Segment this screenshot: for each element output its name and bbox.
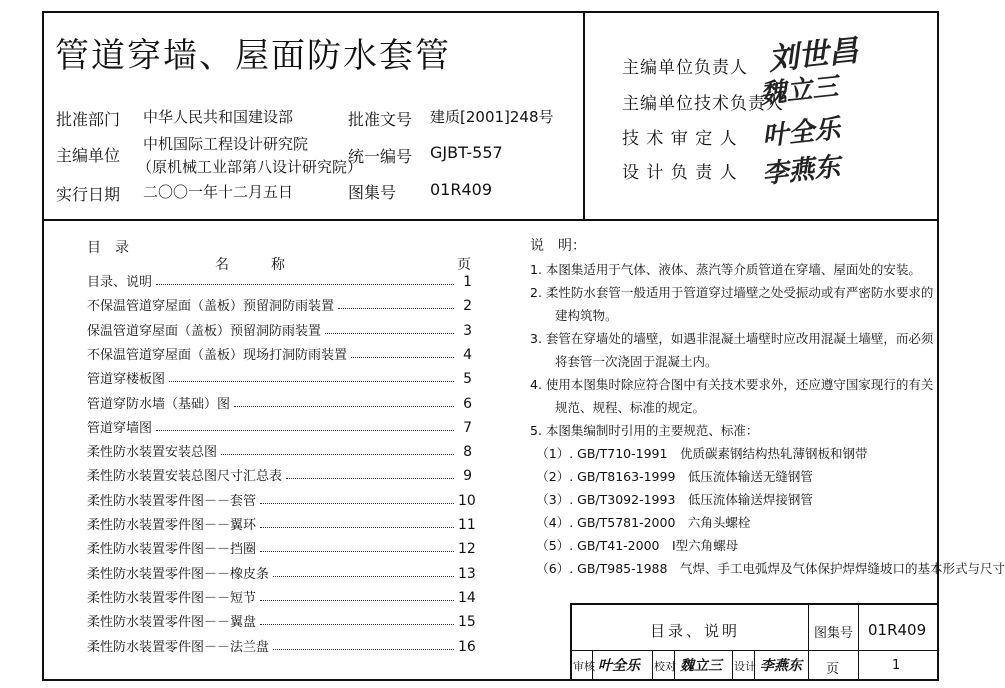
top-divider	[583, 11, 585, 221]
unified-no-label: 统一编号	[348, 147, 413, 166]
tb-review-label: 审核	[573, 660, 595, 673]
tb-sheet-title: 目录、说明	[650, 622, 741, 640]
notes	[530, 235, 1005, 580]
toc-row	[87, 485, 476, 509]
note-line: 2. 柔性防水套管一般适用于管道穿过墙壁之处受振动或有严密防水要求的	[530, 285, 934, 300]
note-line: 1. 本图集适用于气体、液体、蒸汽等介质管道在穿墙、屋面处的安装。	[530, 262, 921, 277]
toc-page: 10	[458, 492, 476, 509]
toc-row	[87, 606, 476, 631]
toc-leader	[260, 503, 454, 504]
note-line: 建构筑物。	[530, 308, 618, 323]
notes-heading: 说 明：	[530, 238, 586, 254]
toc-page: 14	[458, 589, 476, 606]
tb-atlas-label: 图集号	[814, 626, 854, 641]
toc-page: 13	[458, 565, 476, 582]
approval-dept: 中华人民共和国建设部	[143, 108, 294, 126]
toc-row	[87, 290, 472, 314]
toc-leader	[273, 576, 454, 577]
toc-row	[87, 460, 472, 484]
toc-row	[87, 412, 472, 436]
toc-title: 柔性防水装置零件图－－挡圈	[87, 542, 257, 558]
sig-label-tech-review: 技 术 审 定 人	[622, 129, 738, 149]
note-line: 规范、规程、标准的规定。	[530, 400, 706, 415]
signature-design-lead: 李燕东	[760, 151, 842, 190]
toc-title: 柔性防水装置零件图－－翼盘	[87, 615, 257, 631]
toc-row	[87, 339, 472, 363]
note-line: 将套管一次浇固于混凝土内。	[530, 354, 718, 369]
sig-label-chief-unit: 主编单位负责人	[622, 58, 748, 78]
note-line: （5）. GB/T41-2000 I型六角螺母	[530, 538, 739, 553]
toc-leader	[260, 624, 454, 625]
tb-page-no: 1	[892, 658, 901, 673]
toc-title: 柔性防水装置零件图－－法兰盘	[87, 639, 270, 655]
toc-leader	[221, 454, 454, 455]
toc-title: 柔性防水装置零件图－－翼环	[87, 518, 257, 533]
editor-unit-label: 主编单位	[56, 146, 121, 165]
tb-design-label: 设计	[734, 660, 756, 673]
tb-vline-1	[808, 603, 809, 681]
signature-chief-unit: 刘世昌	[766, 33, 860, 78]
tb-atlas-no: 01R409	[868, 621, 927, 639]
note-line: （3）. GB/T3092-1993 低压流体输送焊接钢管	[530, 492, 813, 507]
toc-row	[87, 558, 476, 582]
toc-row	[87, 631, 476, 655]
toc-page: 11	[458, 517, 476, 533]
notes-lines	[530, 258, 1005, 580]
toc-row	[87, 436, 472, 460]
toc-row	[87, 582, 476, 606]
unified-no: GJBT-557	[430, 143, 503, 162]
editor-unit-line2: （原机械工业部第八设计研究院）	[137, 158, 363, 176]
toc-leader	[273, 649, 454, 650]
toc-row	[87, 363, 472, 387]
note-line: （4）. GB/T5781-2000 六角头螺栓	[530, 515, 751, 530]
tb-top-line	[570, 603, 939, 605]
toc-leader	[351, 357, 454, 358]
signature-tech-chief: 魏立三	[758, 71, 840, 110]
note-line: （2）. GB/T8163-1999 低压流体输送无缝钢管	[530, 469, 813, 484]
tb-designer: 李燕东	[760, 658, 802, 674]
toc-row	[87, 315, 472, 339]
note-line: （6）. GB/T985-1988 气焊、手工电弧焊及气体保护焊焊缝坡口的基本形式与尺寸	[530, 561, 1005, 576]
toc-leader	[260, 600, 454, 601]
approval-dept-label: 批准部门	[56, 110, 121, 129]
toc-leader	[260, 527, 454, 528]
toc-page: 7	[463, 419, 472, 436]
toc-leader	[156, 284, 454, 285]
toc-col-name: 名 称	[215, 257, 285, 273]
toc-title: 管道穿楼板图	[87, 372, 166, 388]
toc-leader	[325, 333, 454, 334]
note-line: 4. 使用本图集时除应符合图中有关技术要求外，还应遵守国家现行的有关	[530, 377, 934, 392]
note-line: 5. 本图集编制时引用的主要规范、标准：	[530, 423, 759, 438]
atlas-no: 01R409	[430, 180, 493, 199]
toc-title: 管道穿墙图	[87, 420, 153, 436]
toc-leader	[286, 478, 454, 479]
toc-title: 目录、说明	[87, 275, 153, 290]
toc-page: 8	[463, 444, 472, 461]
toc-title: 保温管道穿屋面（盖板）预留洞防雨装置	[87, 323, 322, 339]
toc-page: 16	[458, 638, 476, 655]
atlas-title: 管道穿墙、屋面防水套管	[55, 36, 451, 76]
toc-page: 2	[463, 298, 472, 315]
tb-reviewer: 叶全乐	[598, 658, 640, 674]
atlas-no-label: 图集号	[348, 183, 397, 202]
toc-page: 1	[463, 274, 472, 290]
note-line: （1）. GB/T710-1991 优质碳素钢结构热轧薄钢板和钢带	[530, 446, 868, 461]
toc-row	[87, 388, 472, 412]
tb-check-label: 校对	[654, 660, 676, 673]
toc-title: 柔性防水装置安装总图	[87, 445, 218, 461]
sig-label-tech-chief: 主编单位技术负责人	[622, 94, 784, 114]
toc-title: 柔性防水装置安装总图尺寸汇总表	[87, 469, 283, 485]
toc-title: 柔性防水装置零件图－－橡皮条	[87, 566, 270, 582]
tb-left-line	[570, 603, 572, 681]
effective-date: 二〇〇一年十二月五日	[143, 183, 294, 201]
toc-page: 3	[463, 322, 472, 339]
toc-page: 15	[458, 614, 476, 631]
title-block	[570, 603, 939, 681]
tb-vline-6	[732, 650, 733, 681]
toc-page: 9	[463, 468, 472, 485]
toc-leader	[234, 406, 454, 407]
toc-title: 柔性防水装置零件图－－短节	[87, 590, 257, 606]
toc-col-page: 页	[457, 257, 471, 273]
note-line: 3. 套管在穿墙处的墙壁，如遇非混凝土墙壁时应改用混凝土墙壁，而必须	[530, 331, 934, 346]
toc-row	[87, 533, 476, 558]
toc-heading: 目 录	[87, 240, 129, 256]
toc-row	[87, 509, 476, 533]
toc-page: 6	[463, 395, 472, 412]
toc-page: 4	[463, 346, 472, 363]
toc-leader	[260, 551, 454, 552]
toc-title: 不保温管道穿屋面（盖板）现场打洞防雨装置	[87, 347, 348, 363]
approval-doc: 建质[2001]248号	[430, 108, 554, 126]
toc-title: 柔性防水装置零件图－－套管	[87, 493, 257, 509]
sig-label-design-lead: 设 计 负 责 人	[622, 163, 738, 183]
toc-leader	[338, 308, 454, 309]
tb-vline-4	[652, 650, 653, 681]
editor-unit-line1: 中机国际工程设计研究院	[143, 135, 309, 153]
tb-page-label: 页	[826, 662, 840, 677]
toc-row	[87, 266, 472, 290]
approval-doc-label: 批准文号	[348, 110, 413, 129]
toc-page: 12	[458, 541, 476, 558]
toc-page: 5	[463, 371, 472, 388]
toc-leader	[156, 430, 454, 431]
signature-tech-review: 叶全乐	[760, 113, 842, 152]
toc-title: 管道穿防水墙（基础）图	[87, 396, 231, 412]
tb-checker: 魏立三	[680, 658, 722, 674]
toc-title: 不保温管道穿屋面（盖板）预留洞防雨装置	[87, 299, 335, 315]
toc-leader	[169, 381, 454, 382]
tb-vline-2	[858, 603, 859, 681]
effective-date-label: 实行日期	[56, 185, 121, 204]
